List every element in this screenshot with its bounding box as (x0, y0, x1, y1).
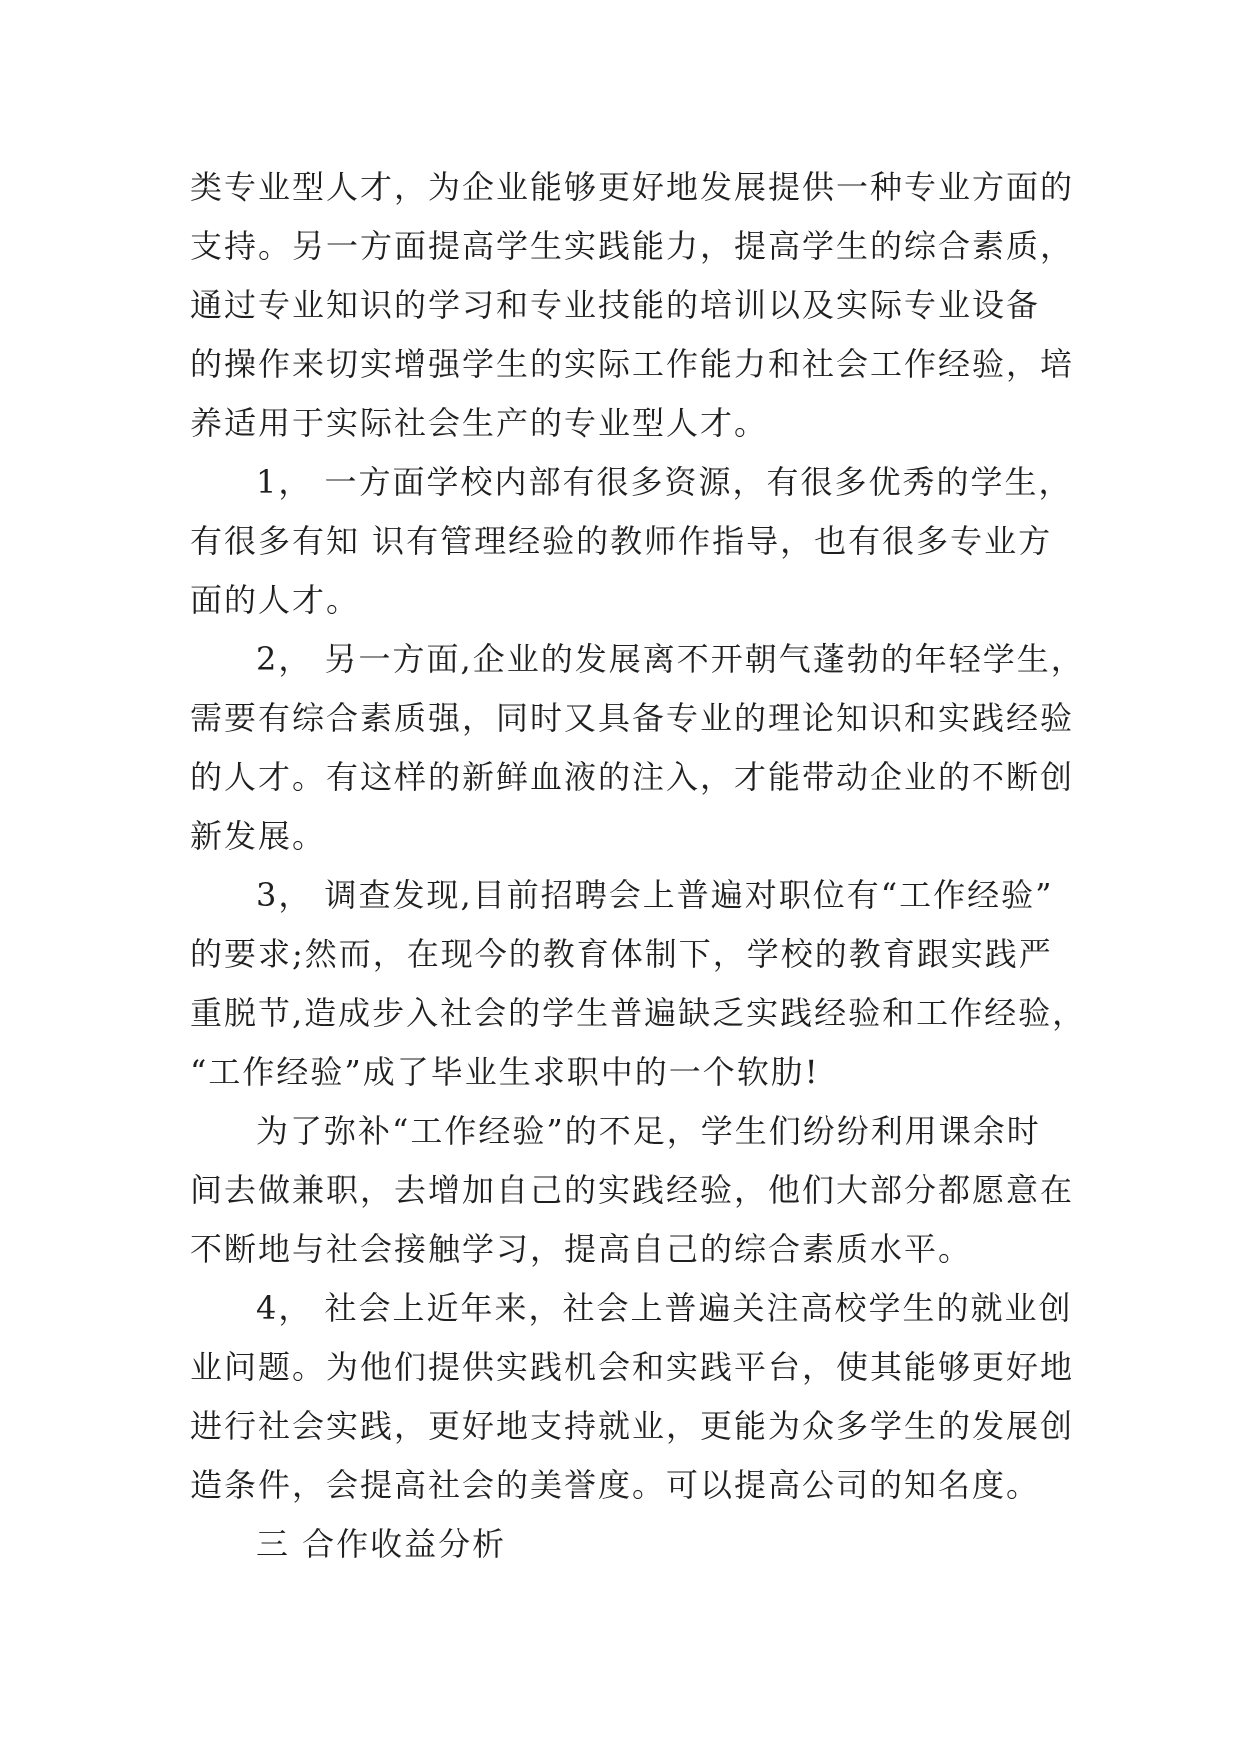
text-line: 需要有综合素质强，同时又具备专业的理论知识和实践经验 (190, 699, 1075, 737)
text-line: 的人才。有这样的新鲜血液的注入，才能带动企业的不断创 (190, 758, 1075, 796)
paragraph (190, 453, 1073, 630)
text-line: “工作经验”成了毕业生求职中的一个软肋! (190, 1053, 820, 1091)
text-line: 1， 一方面学校内部有很多资源，有很多优秀的学生， (256, 463, 1073, 501)
text-line: 不断地与社会接触学习，提高自己的综合素质水平。 (190, 1230, 973, 1268)
paragraph (190, 1279, 1075, 1515)
text-line: 三 合作收益分析 (256, 1525, 507, 1563)
text-line: 造条件，会提高社会的美誉度。可以提高公司的知名度。 (190, 1466, 1041, 1504)
text-line: 为了弥补“工作经验”的不足，学生们纷纷利用课余时 (256, 1112, 1041, 1150)
text-line: 间去做兼职，去增加自己的实践经验，他们大部分都愿意在 (190, 1171, 1075, 1209)
text-line: 业问题。为他们提供实践机会和实践平台，使其能够更好地 (190, 1348, 1075, 1386)
paragraph (190, 1102, 1075, 1279)
text-line: 2， 另一方面,企业的发展离不开朝气蓬勃的年轻学生， (256, 640, 1085, 678)
text-line: 4， 社会上近年来，社会上普遍关注高校学生的就业创 (256, 1289, 1073, 1327)
text-line: 类专业型人才，为企业能够更好地发展提供一种专业方面的 (190, 168, 1075, 206)
text-line: 3， 调查发现,目前招聘会上普遍对职位有“工作经验” (256, 876, 1054, 914)
text-line: 进行社会实践，更好地支持就业，更能为众多学生的发展创 (190, 1407, 1075, 1445)
text-line: 面的人才。 (190, 581, 361, 619)
text-line: 重脱节,造成步入社会的学生普遍缺乏实践经验和工作经验， (190, 994, 1087, 1032)
paragraph (190, 158, 1075, 453)
text-line: 新发展。 (190, 817, 327, 855)
text-line: 通过专业知识的学习和专业技能的培训以及实际专业设备 (190, 286, 1041, 324)
text-line: 的要求;然而，在现今的教育体制下，学校的教育跟实践严 (190, 935, 1053, 973)
paragraph (190, 866, 1087, 1102)
text-line: 有很多有知 识有管理经验的教师作指导，也有很多专业方 (190, 522, 1053, 560)
paragraph (190, 1515, 1065, 1574)
text-line: 养适用于实际社会生产的专业型人才。 (190, 404, 769, 442)
paragraph (190, 630, 1085, 866)
document-body (190, 158, 1087, 1574)
text-line: 的操作来切实增强学生的实际工作能力和社会工作经验，培 (190, 345, 1075, 383)
text-line: 支持。另一方面提高学生实践能力，提高学生的综合素质， (190, 227, 1075, 265)
